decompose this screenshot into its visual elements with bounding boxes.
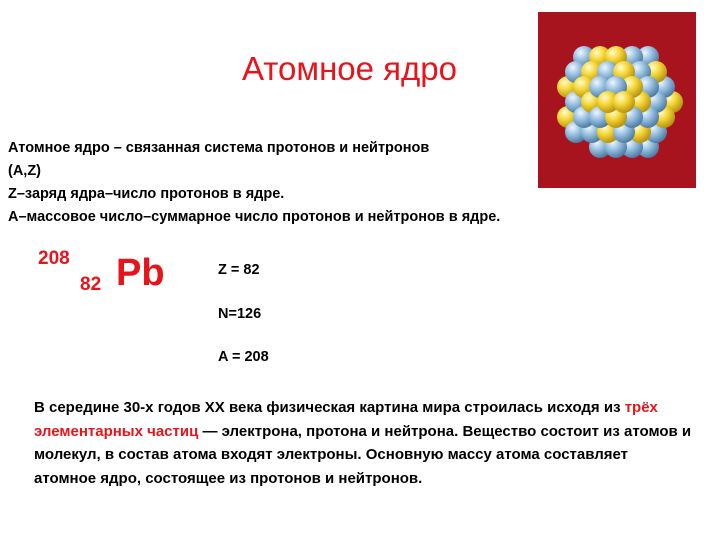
history-paragraph bbox=[34, 396, 694, 490]
nucleus-icon bbox=[538, 12, 696, 188]
isotope-notation bbox=[38, 248, 188, 298]
nucleon-ball bbox=[613, 91, 635, 113]
definition-line: (A,Z) bbox=[8, 163, 42, 179]
highlight-text: трёх элементарных частиц bbox=[34, 399, 658, 440]
element-symbol: Pb bbox=[116, 252, 165, 294]
definition-line: A–массовое число–суммарное число протонов и нейтронов в ядре. bbox=[8, 209, 501, 225]
paragraph-text: — электрона, протона и нейтрона. Вещество состоит из атомов и молекул, в состав атома входят электроны. Основную массу атома составляет атомное ядро, состоящее из протонов и нейтронов. bbox=[34, 422, 692, 487]
nucleus-image bbox=[538, 12, 696, 188]
a-value: A = 208 bbox=[218, 349, 269, 365]
definitions-block bbox=[8, 137, 500, 229]
definition-line: Атомное ядро – связанная система протонов и нейтронов bbox=[8, 140, 430, 156]
slide-title: Атомное ядро bbox=[242, 50, 457, 87]
definition-line: Z–заряд ядра–число протонов в ядре. bbox=[8, 186, 285, 202]
n-value: N=126 bbox=[218, 306, 262, 322]
mass-number: 208 bbox=[38, 248, 70, 269]
z-value: Z = 82 bbox=[218, 262, 260, 278]
paragraph-text: В середине 30-х годов XX века физическая картина мира строилась исходя из bbox=[34, 399, 625, 416]
charge-number: 82 bbox=[80, 274, 102, 295]
